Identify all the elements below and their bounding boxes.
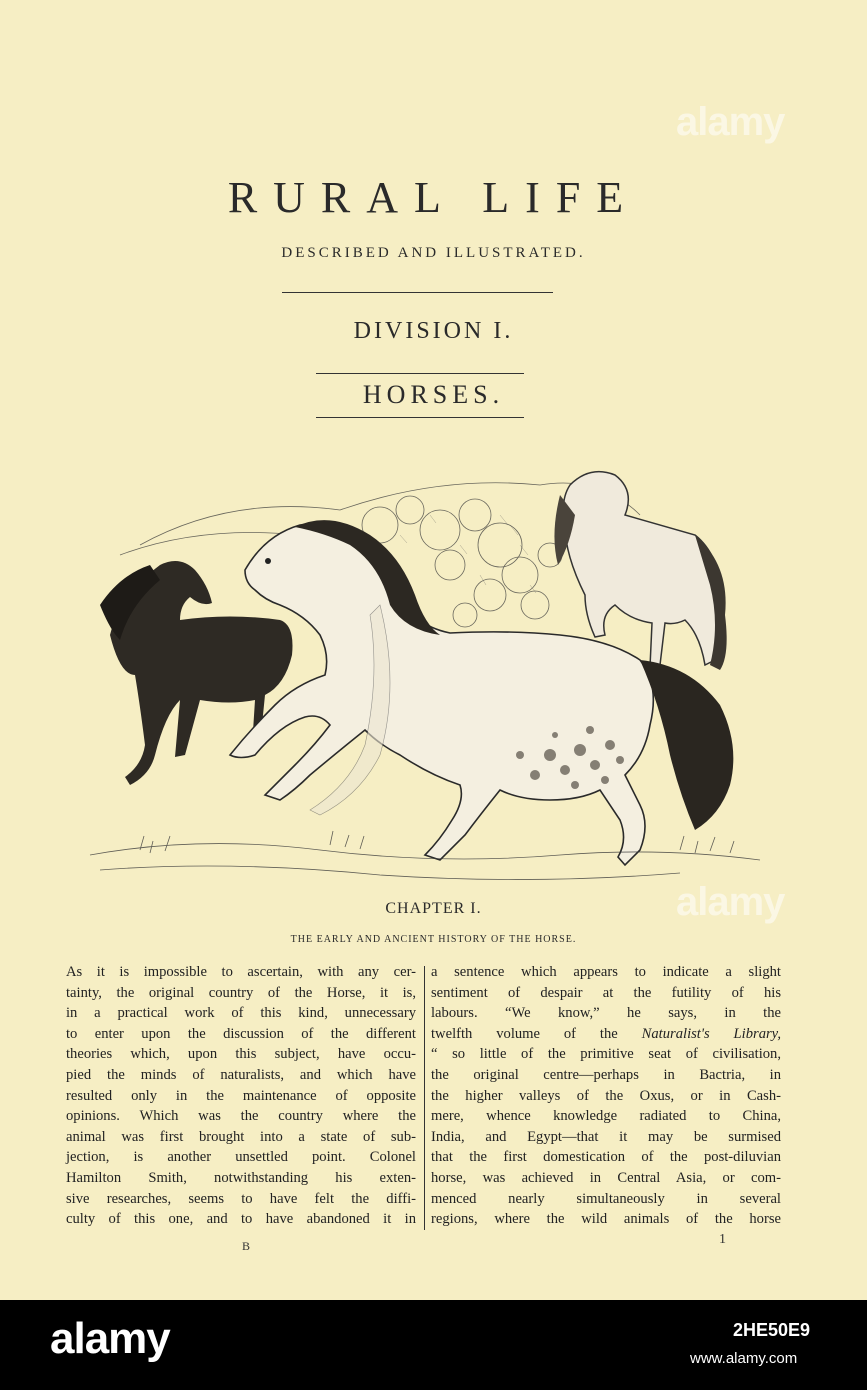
text-line: sentiment of despair at the futility of his	[431, 984, 781, 1001]
watermark-top: alamy	[676, 100, 785, 144]
text-line: in a practical work of this kind, unnecessary	[66, 1005, 416, 1022]
text-line: resulted only in the maintenance of opposite	[66, 1087, 416, 1104]
text-line	[431, 1024, 781, 1045]
text-line: tainty, the original country of the Horse, it is,	[66, 984, 416, 1001]
column-separator	[424, 966, 425, 1230]
alamy-url: www.alamy.com	[690, 1350, 798, 1367]
section-heading: HORSES.	[362, 380, 505, 409]
right-column-text	[431, 962, 781, 1230]
text-line: “ so little of the primitive seat of civilisation,	[431, 1046, 781, 1063]
book-subtitle: DESCRIBED AND ILLUSTRATED.	[281, 245, 586, 261]
rule-2	[316, 373, 524, 374]
text-line: Hamilton Smith, notwithstanding his exten-	[66, 1169, 416, 1186]
text-line: mere, whence knowledge radiated to China,	[431, 1108, 781, 1125]
left-column-text	[66, 962, 416, 1230]
text-line: horse, was achieved in Central Asia, or com-	[431, 1169, 781, 1186]
text-fragment: twelfth volume of the	[431, 1025, 618, 1042]
chapter-title: CHAPTER I.	[385, 900, 482, 917]
text-line: culty of this one, and to have abandoned it in	[66, 1211, 416, 1228]
chapter-subtitle: THE EARLY AND ANCIENT HISTORY OF THE HORSE.	[290, 934, 577, 945]
watermark-bottom: alamy	[676, 880, 785, 924]
text-line: to enter upon the discussion of the different	[66, 1025, 416, 1042]
text-line: the original centre—perhaps in Bactria, in	[431, 1066, 781, 1083]
text-line: jection, is another unsettled point. Colonel	[66, 1149, 416, 1166]
division-heading: DIVISION I.	[353, 318, 514, 344]
text-line: India, and Egypt—that it may be surmised	[431, 1128, 781, 1145]
page-number: 1	[719, 1232, 726, 1247]
book-title: RURAL LIFE	[227, 173, 640, 222]
text-line: sive researches, seems to have felt the diffi-	[66, 1190, 416, 1207]
text-line: the higher valleys of the Oxus, or in Cash-	[431, 1087, 781, 1104]
rule-1	[282, 292, 553, 293]
text-line: theories which, upon this subject, have occu-	[66, 1046, 416, 1063]
image-id: 2HE50E9	[733, 1320, 811, 1340]
text-line: opinions. Which was the country where the	[66, 1108, 416, 1125]
text-line: regions, where the wild animals of the horse	[431, 1211, 781, 1228]
text-line: menced nearly simultaneously in several	[431, 1190, 781, 1207]
text-line: labours. “We know,” he says, in the	[431, 1005, 781, 1022]
italic-title: Naturalist's Library,	[641, 1025, 781, 1042]
text-line: a sentence which appears to indicate a slight	[431, 964, 781, 980]
text-line: As it is impossible to ascertain, with any cer-	[66, 964, 416, 980]
horses-engraving	[80, 455, 770, 895]
text-line: that the first domestication of the post-diluvian	[431, 1149, 781, 1166]
alamy-logo: alamy	[50, 1314, 170, 1363]
text-line: pied the minds of naturalists, and which have	[66, 1066, 416, 1083]
signature-mark: B	[242, 1239, 251, 1253]
rule-3	[316, 417, 524, 418]
text-line: animal was first brought into a state of sub-	[66, 1128, 416, 1145]
